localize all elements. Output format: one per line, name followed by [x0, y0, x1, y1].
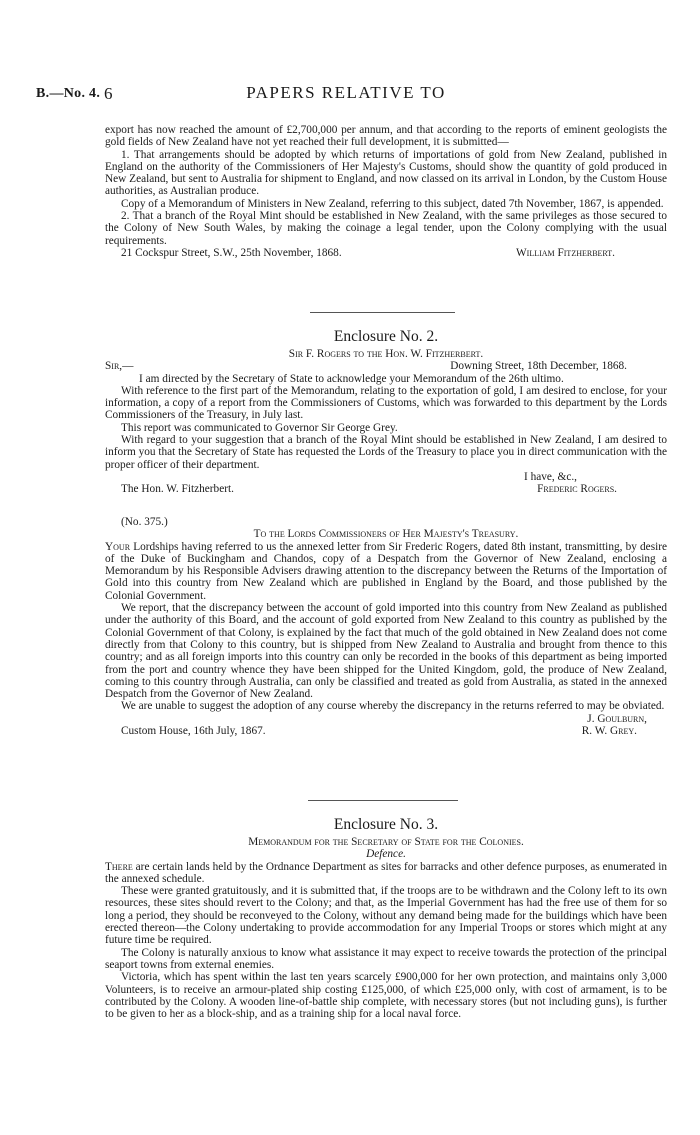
- signature-line: [105, 247, 667, 259]
- paragraph: export has now reached the amount of £2,700,000 per annum, and that according to the reports of eminent geologists the gold fields of New Zealand have not yet reached their full development, it is submitted—: [105, 124, 667, 149]
- salutation: Sir,—: [105, 360, 134, 373]
- signature-line: [105, 725, 667, 737]
- signature: R. W. Grey.: [581, 725, 637, 738]
- paragraph: Lordships having referred to us the annexed letter from Sir Frederic Rogers, dated 8th instant, transmitting, by desire of the Duke of Buckingham and Chandos, copy of a Despatch from the Governor of New Zealand, enclosing a Memorandum by his Responsible Advisers drawing attention to the discrepancy between the Returns of the Importation of Gold into this country from New Zealand which are published in England by the Board, and those published by the Colonial Government.: [105, 540, 667, 602]
- paragraph: The Colony is naturally anxious to know what assistance it may expect to receive towards the protection of the principal seaport towns from external enemies.: [105, 946, 667, 971]
- paragraph: We report, that the discrepancy between the account of gold imported into this country from New Zealand as published under the authority of this Board, and the account of gold exported from New Zealand to this country as published by the Colonial Government of that Colony, is explained by the fact that much of the gold obtained in New Zealand does not come directly from that Colony to this country, but is shipped from New Zealand to Australia and brought from thence to this country; and as all foreign imports into this country can only be recorded in the books of this department as being imported from the port and country whence they have been shipped for the United Kingdom, gold, the produce of New Zealand, coming to this country through Australia, can only be classified and treated as gold from Australia, as stated in the annexed Despatch from the Governor of New Zealand.: [105, 602, 667, 701]
- page-header: [36, 83, 656, 106]
- divider: [308, 800, 458, 801]
- signature: William Fitzherbert.: [516, 246, 615, 259]
- enclosure-subtitle: Sir F. Rogers to the Hon. W. Fitzherbert.: [288, 348, 484, 360]
- addressee: The Hon. W. Fitzherbert.: [121, 483, 234, 496]
- place-date: Custom House, 16th July, 1867.: [121, 725, 266, 738]
- paragraph: Victoria, which has spent within the last ten years scarcely £900,000 for her own protection, and maintains only 3,000 Volunteers, is to receive an armour-plated ship costing £125,000, of which £25,000 only, with cost of armament, is to be contributed by the Colony. A wooden line-of-battle ship complete, with necessary stores (but not including guns), is further to be given to her as a block-ship, and as a training ship for a local naval force.: [105, 971, 667, 1021]
- drop-word: There: [105, 860, 133, 873]
- signature-line: [105, 483, 667, 495]
- page-number: 6: [104, 84, 113, 103]
- enclosure-2: [105, 328, 667, 496]
- paragraph: This report was communicated to Governor Sir George Grey.: [121, 421, 398, 434]
- report-addressee: To the Lords Commissioners of Her Majesty's Treasury.: [253, 528, 519, 541]
- signature: J. Goulburn,: [587, 712, 647, 725]
- paragraph: 2. That a branch of the Royal Mint should be established in New Zealand, with the same privileges as those secured to the Colony of New South Wales, by making the coinage a legal tender, upon the Colony complying with the usual requirements.: [105, 210, 667, 247]
- running-title: PAPERS RELATIVE TO: [246, 83, 446, 102]
- paragraph: We are unable to suggest the adoption of any course whereby the discrepancy in the returns referred to may be obviated.: [121, 700, 665, 713]
- section-heading: Defence.: [366, 848, 406, 861]
- enclosure-3: [105, 816, 667, 1020]
- address-date: 21 Cockspur Street, S.W., 25th November, 1868.: [121, 246, 342, 259]
- paragraph: Copy of a Memorandum of Ministers in New Zealand, referring to this subject, dated 7th November, 1867, is appended.: [121, 197, 664, 210]
- paragraph: With regard to your suggestion that a branch of the Royal Mint should be established in New Zealand, I am desired to inform you that the Secretary of State has requested the Lords of the Treasury to place you in direct communication with the proper officer of their department.: [105, 434, 667, 471]
- customs-report: [105, 516, 667, 737]
- signature: Frederic Rogers.: [537, 483, 617, 496]
- drop-word: Your: [105, 540, 131, 553]
- enclosure-subtitle: Memorandum for the Secretary of State for the Colonies.: [248, 836, 524, 848]
- paragraph: 1. That arrangements should be adopted by which returns of importations of gold from New Zealand, published in England on the authority of the Commissioners of Her Majesty's Customs, should show the quantity of gold produced in New Zealand, but sent to Australia for shipment to England, and now classed on its arrival in London, by the Custom House authorities, as Australian produce.: [105, 148, 667, 198]
- place-date: Downing Street, 18th December, 1868.: [450, 360, 627, 373]
- paragraph: I am directed by the Secretary of State to acknowledge your Memorandum of the 26th ultimo.: [139, 372, 564, 385]
- paragraph: are certain lands held by the Ordnance Department as sites for barracks and other defence purposes, as enumerated in the annexed schedule.: [105, 860, 667, 885]
- divider: [310, 312, 455, 313]
- enclosure-title: Enclosure No. 2.: [333, 328, 439, 345]
- paragraph: With reference to the first part of the Memorandum, relating to the exportation of gold, I am desired to enclose, for your information, a copy of a report from the Commissioners of Customs, which was forwarded to this department by the Lords Commissioners of the Treasury, in July last.: [105, 384, 667, 422]
- paragraph: These were granted gratuitously, and it is submitted that, if the troops are to be withdrawn and the Colony left to its own resources, these sites should revert to the Colony; and that, as the Imperial Government has had the free use of them for so long a period, they should be reconveyed to the Colony, without any demand being made for the buildings which have been erected thereon—the Colony undertaking to provide accommodation for any Imperial Troops or stores which might at any future time be required.: [105, 885, 667, 947]
- closing: I have, &c.,: [523, 470, 577, 483]
- enclosure-title: Enclosure No. 3.: [333, 816, 439, 833]
- memorandum-continuation: [105, 124, 667, 259]
- salutation-line: [105, 360, 667, 372]
- report-number: (No. 375.): [121, 516, 168, 528]
- document-reference: B.—No. 4.: [36, 86, 101, 101]
